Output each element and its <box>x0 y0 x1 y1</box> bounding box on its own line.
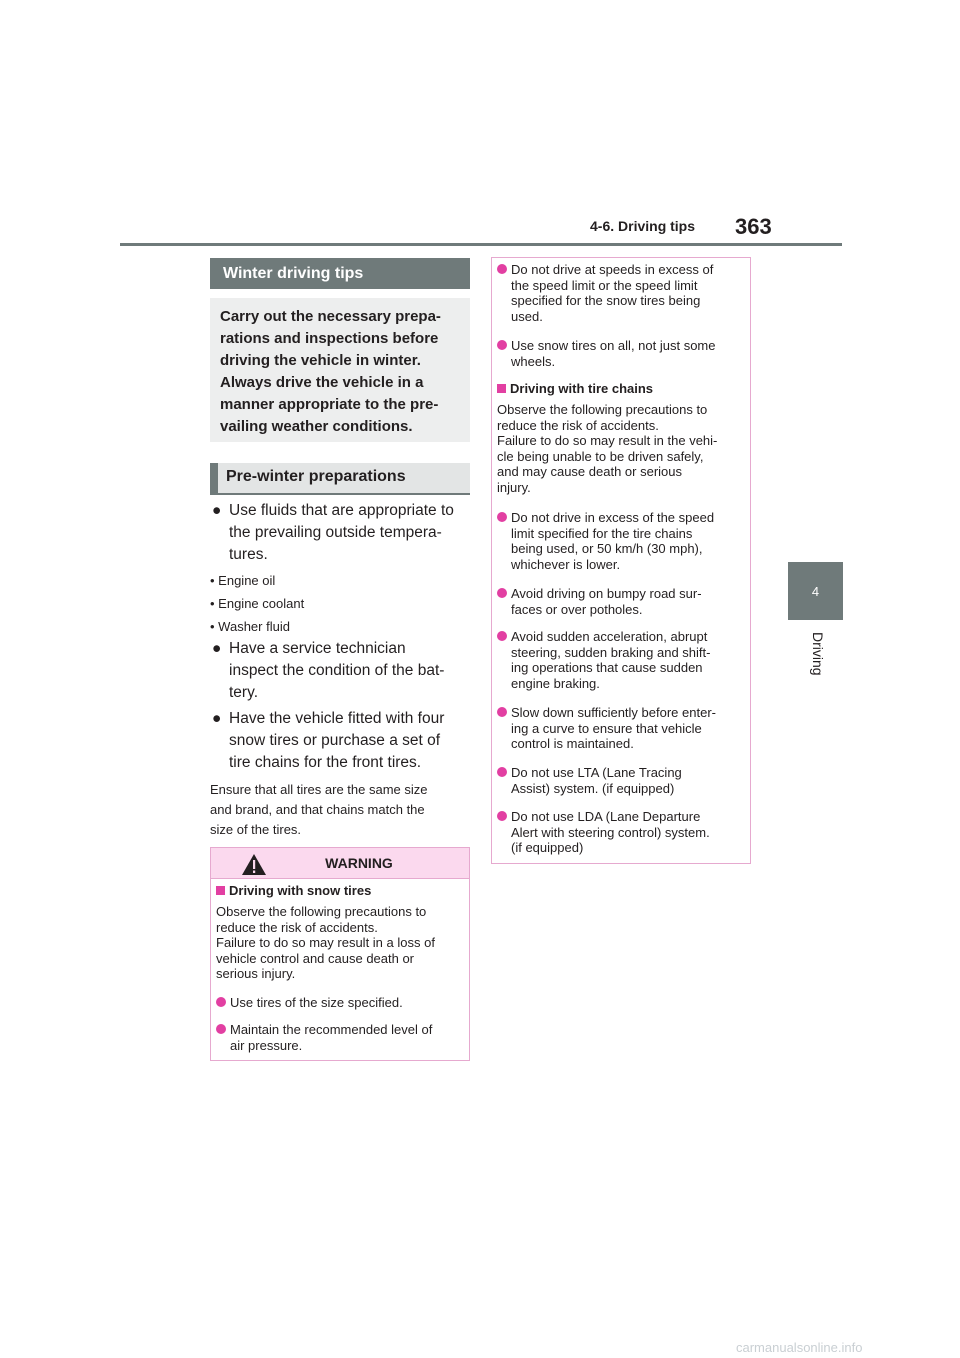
chapter-tab[interactable] <box>788 562 843 620</box>
warning-label: WARNING <box>325 855 393 871</box>
list-item: Do not use LTA (Lane Tracing Assist) system. (if equipped) <box>497 765 747 796</box>
pink-bullet-icon <box>497 811 507 821</box>
list-item <box>210 500 470 566</box>
subheading: Pre-winter preparations <box>210 463 470 495</box>
intro-line: vailing weather conditions. <box>220 418 413 435</box>
bullet-line: the prevailing outside tempera- <box>229 524 442 541</box>
page-number: 363 <box>735 214 772 239</box>
tire-chains-heading: Driving with tire chains <box>497 381 653 397</box>
list-item: Avoid driving on bumpy road sur- faces or over potholes. <box>497 586 747 617</box>
intro-line: Carry out the necessary prepa- <box>220 308 441 325</box>
bullet-line: snow tires or purchase a set of <box>229 732 441 749</box>
snow-tires-intro: Observe the following precautions to reduce the risk of accidents. Failure to do so may result in a loss of vehicle control and cause death or serious injury. <box>216 904 435 981</box>
chapter-number: 4 <box>811 583 820 599</box>
note-line: and brand, and that chains match the <box>210 802 425 817</box>
bullet-line: tures. <box>229 546 268 563</box>
header-rule <box>120 243 842 246</box>
square-bullet-icon <box>216 886 225 895</box>
pink-bullet-icon <box>497 767 507 777</box>
fluid-item: Washer fluid <box>218 619 290 634</box>
pink-bullet-icon <box>497 707 507 717</box>
fluid-item: Engine coolant <box>218 596 305 611</box>
intro-line: driving the vehicle in winter. <box>220 352 421 369</box>
list-item: Avoid sudden acceleration, abrupt steering, sudden braking and shift- ing operations that cause sudden engine braking. <box>497 629 747 691</box>
pink-bullet-icon <box>497 512 507 522</box>
chapter-label: Driving <box>810 632 826 676</box>
intro-box <box>210 298 470 442</box>
intro-line: manner appropriate to the pre- <box>220 396 439 413</box>
bullet-line: Have a service technician <box>229 640 406 657</box>
snow-tires-heading: Driving with snow tires <box>216 883 371 899</box>
intro-line: Always drive the vehicle in a <box>220 374 424 391</box>
page-title: Winter driving tips <box>210 258 470 289</box>
bullet-icon: ● <box>212 710 222 727</box>
warning-header <box>211 848 469 879</box>
pink-bullet-icon <box>216 1024 226 1034</box>
warning-continuation-box <box>491 257 751 864</box>
list-item: Use tires of the size specified. <box>216 995 466 1011</box>
fluid-item: Engine oil <box>218 573 276 588</box>
bullet-line: Use fluids that are appropriate to <box>229 502 454 519</box>
bullet-line: inspect the condition of the bat- <box>229 662 445 679</box>
tire-note <box>210 780 470 840</box>
bullet-line: tire chains for the front tires. <box>229 754 422 771</box>
note-line: Ensure that all tires are the same size <box>210 782 428 797</box>
list-item: Do not drive in excess of the speed limit specified for the tire chains being used, or 50 km/h (30 mph), whichever is lower. <box>497 510 747 572</box>
list-item: • Engine coolant <box>210 596 305 611</box>
pink-bullet-icon <box>497 631 507 641</box>
pink-bullet-icon <box>497 340 507 350</box>
list-item: Maintain the recommended level of air pressure. <box>216 1022 466 1053</box>
list-item <box>210 638 470 704</box>
list-item: Do not use LDA (Lane Departure Alert with steering control) system. (if equipped) <box>497 809 747 856</box>
note-line: size of the tires. <box>210 822 302 837</box>
bullet-icon: ● <box>212 502 222 519</box>
list-item: Use snow tires on all, not just some wheels. <box>497 338 747 369</box>
list-item: • Engine oil <box>210 573 276 588</box>
list-item <box>210 708 470 774</box>
list-item: Slow down sufficiently before enter- ing a curve to ensure that vehicle control is maintained. <box>497 705 747 752</box>
bullet-icon: ● <box>212 640 222 657</box>
pink-bullet-icon <box>497 588 507 598</box>
warning-box <box>210 847 470 1061</box>
footer-watermark[interactable]: carmanualsonline.info <box>736 1340 863 1355</box>
list-item: Do not drive at speeds in excess of the speed limit or the speed limit specified for the snow tires being used. <box>497 262 747 324</box>
bullet-line: Have the vehicle fitted with four <box>229 710 445 727</box>
tire-chains-intro: Observe the following precautions to reduce the risk of accidents. Failure to do so may result in the vehi- cle being unable to be driven safely, and may cause death or serious injury. <box>497 402 718 495</box>
bullet-line: tery. <box>229 684 258 701</box>
pink-bullet-icon <box>216 997 226 1007</box>
square-bullet-icon <box>497 384 506 393</box>
list-item: • Washer fluid <box>210 619 290 634</box>
intro-line: rations and inspections before <box>220 330 439 347</box>
section-title: 4-6. Driving tips <box>590 218 696 234</box>
pink-bullet-icon <box>497 264 507 274</box>
